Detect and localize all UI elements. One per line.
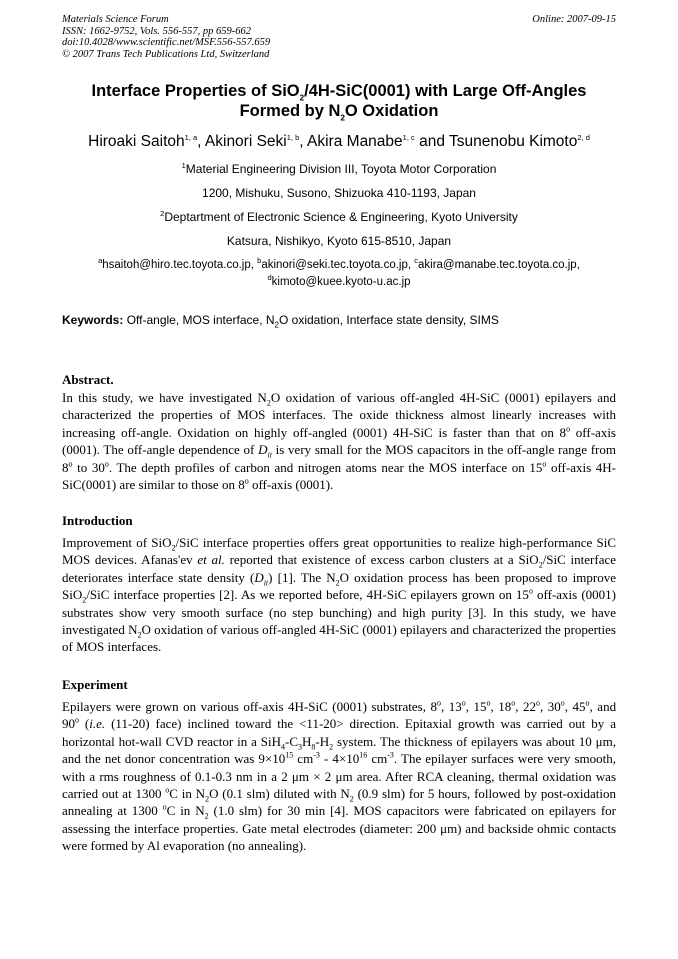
email-line-2: $^d$kimoto@kuee.kyoto-u.ac.jp	[267, 273, 411, 288]
email-line-1: $^a$hsaitoh@hiro.tec.toyota.co.jp, $^b$akinori@seki.tec.toyota.co.jp, $^c$akira@manabe.tec.toyota.co.jp,	[98, 256, 580, 271]
introduction-section	[62, 513, 616, 656]
email-b: akinori@seki.tec.toyota.co.jp,	[261, 259, 415, 271]
experiment-text: Epilayers were grown on various off-axis 4H-SiC (0001) substrates, 8$^o$, 13$^o$, 15$^o$, 18$^o$, 22$^o$, 30$^o$, 45$^o$, and 90$^o$ (i.e. (11-20) face) inclined toward the <11-20> direction. Epitaxial growth was carried out by a horizontal hot-wall CVD reactor in a $SiH_4-C_3H_8-H_2$ system. The thickness of epilayers was about 10 μm, and the net donor concentration was $9\times 10^{15}$ $cm^{-3} - 4\times 10^{16}$ $cm^{-3}$. The epilayer surfaces were very smooth, with a rms roughness of 0.1-0.3 nm in a 2 μm × 2 μm area. After RCA cleaning, thermal oxidation was carried out at 1300 $^o$C in $N_2O$ (0.1 slm) diluted with $N_2$ (0.9 slm) for 5 hours, followed by post-oxidation annealing at 1300 $^o$C in $N_2$ (1.0 slm) for 30 min [4]. MOS capacitors were fabricated on epilayers for assessing the interface properties. Gate metal electrodes (diameter: 200 μm) and backside ohmic contacts were formed by Al evaporation (no annealing).	[62, 698, 617, 854]
abstract-heading: Abstract.	[62, 372, 114, 387]
keywords-label: Keywords:	[62, 313, 124, 327]
abstract-section	[62, 372, 616, 493]
online-date: Online: 2007-09-15	[532, 14, 616, 25]
email-a: hsaitoh@hiro.tec.toyota.co.jp,	[102, 259, 258, 271]
author-list: Hiroaki Saitoh$^{1, a}$, Akinori Seki$^{1, b}$, Akira Manabe$^{1, c}$ and Tsunenobu Kimoto$^{2, d}$	[88, 132, 590, 150]
keywords: Keywords: Off-angle, MOS interface, $N_2O$ oxidation, Interface state density, SIMS	[62, 313, 499, 330]
copyright-line: © 2007 Trans Tech Publications Ltd, Switzerland	[62, 48, 270, 60]
author-name: Tsunenobu Kimoto	[448, 133, 578, 150]
email-d: kimoto@kuee.kyoto-u.ac.jp	[271, 276, 411, 288]
introduction-heading: Introduction	[62, 513, 133, 528]
introduction-text: Improvement of SiO$_2$/SiC interface properties offers great opportunities to realize high-performance SiC MOS devices. Afanas'ev et al. reported that existence of excess carbon clusters at a SiO$_2$/SiC interface deteriorates interface state density $(D_{it})$ [1]. The $N_2O$ oxidation process has been proposed to improve SiO$_2$/SiC interface properties [2]. As we reported before, 4H-SiC epilayers grown on 15$^o$ off-axis (0001) substrates show very smooth surface (no step bunching) and high purity [3]. In this study, we have investigated $N_2O$ oxidation of various off-angled 4H-SiC (0001) epilayers and characterized the properties of MOS interfaces.	[62, 535, 617, 655]
journal-header	[62, 14, 616, 60]
author-name: Akira Manabe	[307, 133, 403, 150]
experiment-section	[62, 677, 616, 855]
affiliation-2-address: Katsura, Nishikyo, Kyoto 615-8510, Japan	[226, 234, 452, 248]
doi-line: doi:10.4028/www.scientific.net/MSF.556-557.659	[62, 37, 271, 48]
abstract-text: In this study, we have investigated $N_2O$ oxidation of various off-angled 4H-SiC (0001) epilayers and characterized the properties of MOS interfaces. The oxide thickness almost linearly increases with increasing off-angle. Oxidation on highly off-angled (0001) 4H-SiC is faster than that on 8$^o$ off-axis (0001). The off-angle dependence of $D_{it}$ is very small for the MOS capacitors in the off-angle range from 8$^o$ to 30$^o$. The depth profiles of carbon and nitrogen atoms near the MOS interface on 15$^o$ off-axis 4H-SiC(0001) are similar to those on 8$^o$ off-axis (0001).	[62, 390, 617, 493]
email-c: akira@manabe.tec.toyota.co.jp,	[418, 259, 580, 271]
experiment-heading: Experiment	[62, 677, 128, 692]
title-line-1: Interface Properties of SiO$_2$/4H-SiC(0001) with Large Off-Angles	[91, 82, 587, 103]
author-name: Akinori Seki	[204, 133, 287, 150]
journal-name: Materials Science Forum	[62, 14, 169, 25]
paper-title	[62, 81, 616, 121]
affiliation-2: $^2$Deptartment of Electronic Science & Engineering, Kyoto University	[160, 209, 518, 224]
affiliation-1: $^1$Material Engineering Division III, Toyota Motor Corporation	[181, 161, 497, 176]
author-name: Hiroaki Saitoh	[88, 133, 185, 150]
issn-line: ISSN: 1662-9752, Vols. 556-557, pp 659-662	[62, 25, 251, 37]
affiliation-1-address: 1200, Mishuku, Susono, Shizuoka 410-1193, Japan	[202, 186, 476, 200]
title-line-2: Formed by $N_2O$ Oxidation	[239, 102, 439, 123]
